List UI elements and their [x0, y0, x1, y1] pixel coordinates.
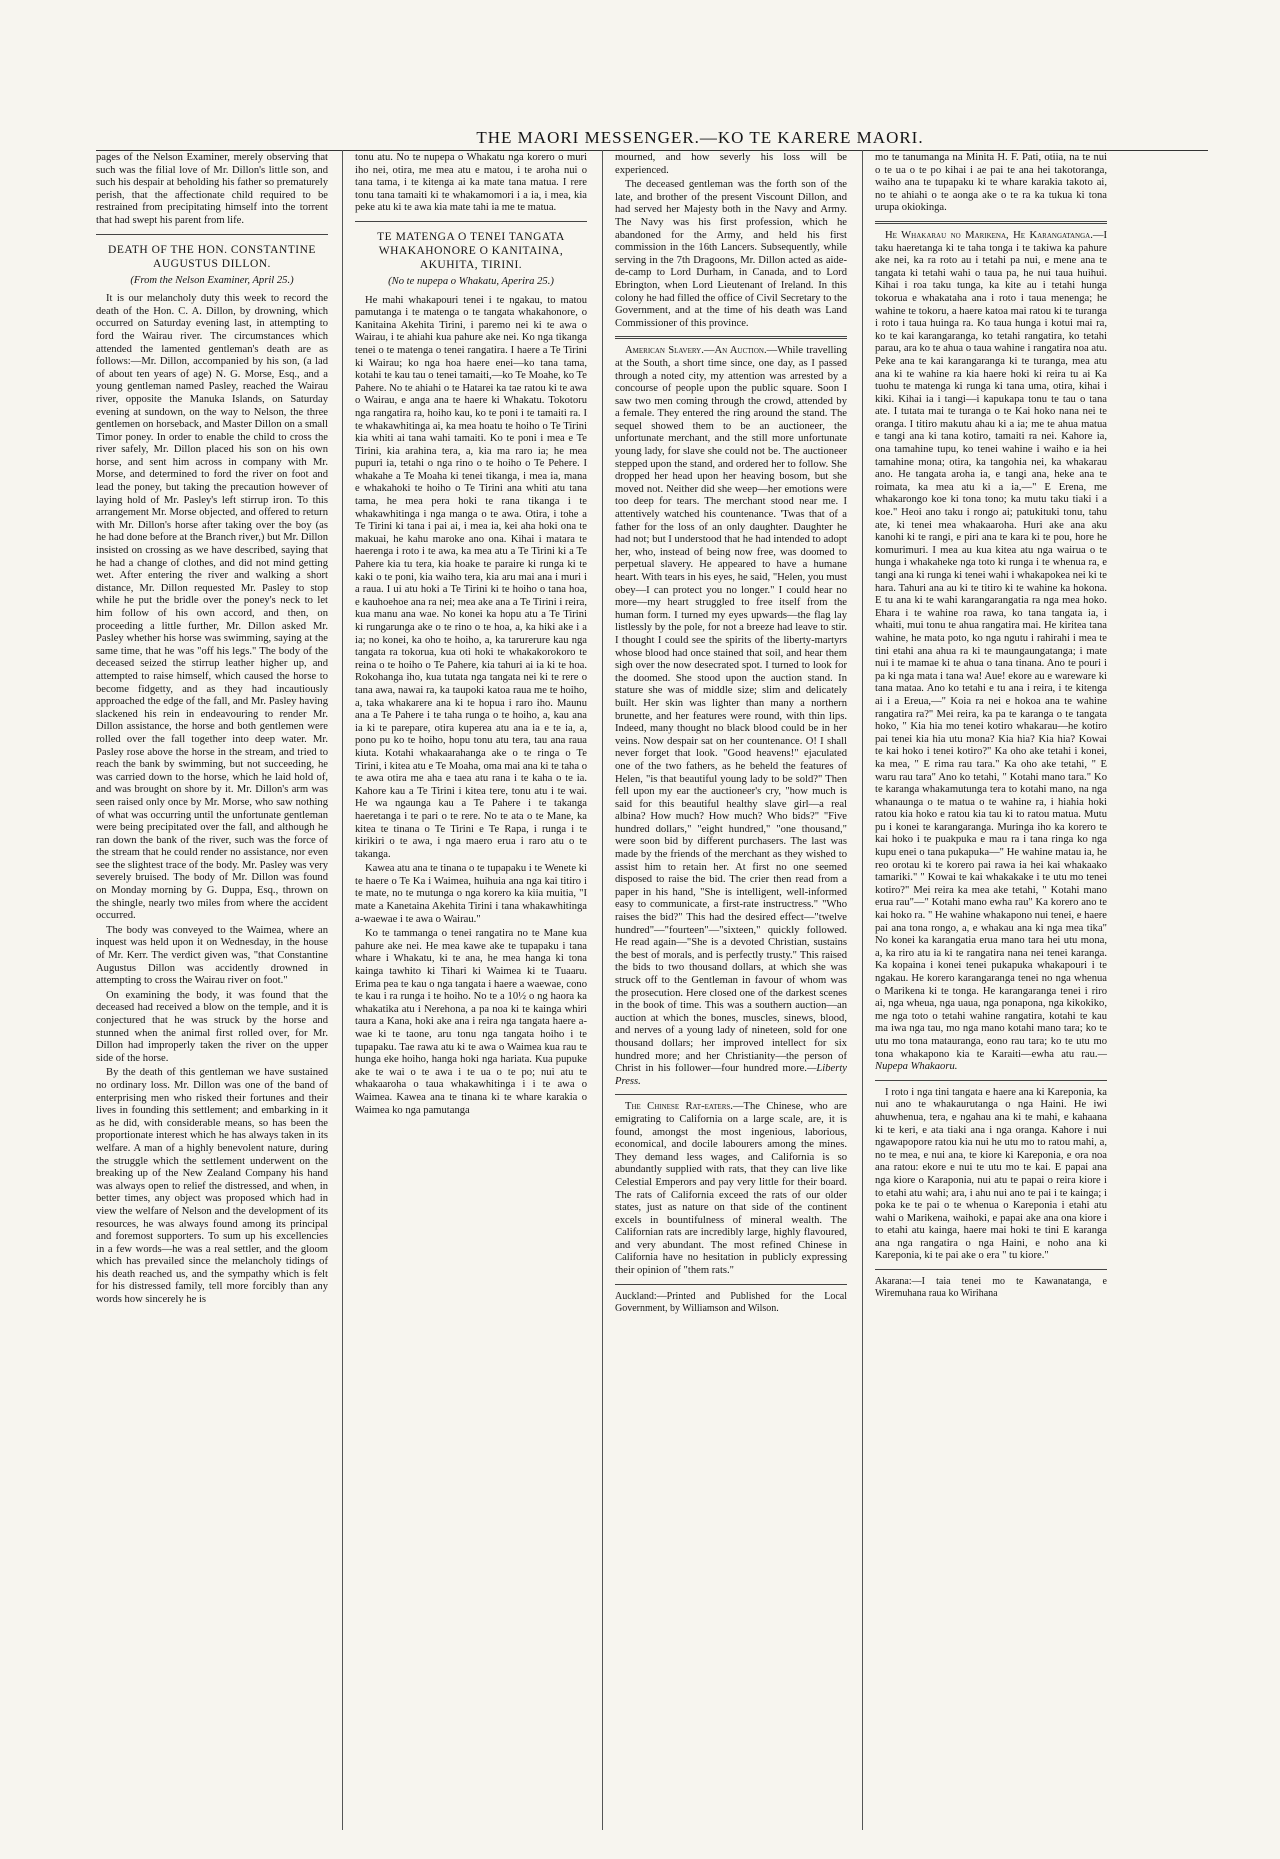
article-source: (From the Nelson Examiner, April 25.): [130, 274, 294, 286]
paragraph: The body was conveyed to the Waimea, where an inquest was held upon it on Wednesday, in the house of Mr. Kerr. The verdict given was, "that Constantine Augustus Dillon was accidently drowned in attempting to cross the Wairau river on foot.": [96, 924, 328, 987]
divider: [875, 1269, 1107, 1270]
divider: [875, 221, 1107, 224]
paragraph: tonu atu. No te nupepa o Whakatu nga korero o muri iho nei, otira, me mea atu e matou, i te aroha nui o tana tama, i te kitenga ai ka mate tana matua. I rere tonu tana tamaiti ki te whakamomori i a ia, i mea, kia peke atu ki te awa kia mate tahi ia me te matua.: [355, 152, 587, 214]
paragraph: mo te tanumanga na Minita H. F. Pati, otiia, na te nui o te ua o te po kihai i ae pai te ana hei takotoranga, waiho ana te tupapaku ki te whare karakia takoto ai, no te ahiahi o te aonga ake o te ra ka tukua ki tona urupa okiokinga.: [875, 152, 1107, 214]
column-rule: [342, 150, 343, 1830]
paragraph: He mahi whakapouri tenei i te ngakau, to matou pamutanga i te matenga o te tangata whakahonore, o Kanitaina Akehita Tirini, i paremo nei ki te awa o Wairau, i te ahiahi kua pahure ake nei. Ko nga tikanga tenei o te matenga o tenei rangatira. I haere a Te Tirini ki Wairau; ko nga hoa haere enei—ko tana tama, kotahi te kau tau o tenei tamaiti,—ko Te Moahe, ko Te Pahere. No te ahiahi o te Hatarei ka tae ratou ki te awa o Wairau, e anga ana te haere ki Whakatu. Tokotoru nga rangatira ra, hoiho kau, ko te poni i te tamaiti ra. I te whakawhitinga ai, ka mea hoatu te hoiho o Te Tirini kia whiti ai tana wahi tamaiti. Ko te poni i mea e Te Tirini, kia arahina tera, a, kia ma raro ia; he mea pupuri ia, tetahi o nga rino o te hoiho o Te Pehere. I whakahe a Te Moaha ki tenei tikanga, i mea ia, mana e whakahoki te hoiho o Te Tirini ana whiti atu tana tama, he mea pera hoki te rana tikanga i te whakawhitinga i nga manga o te awa. Otira, i tohe a Te Tirini ki tana i pai ai, i mea ia, kei aha hoki ona te makuai, he kahu maroke ano ona. Kihai i matara te haerenga i roto i te awa, ka mea atu a Te Tirini ki a Te Pahere kia tu tera, kia hoake te paraire ki runga ki te kaki o te poni, kia waiho tera, kia aru mai ana i muri i a raua. I ui atu hoki a Te Tirini ki te hoiho o tana hoa, e kauhoehoe ana ra nei; mea ake ana a Te Tirini i reira, kua manu ana wae. No konei ka hopu atu a Te Tirini ki rungarunga ake o te rino o te hoa, a, ka hiki ake i a ia; no konei, ka oho te hoiho, a, ka tarurerure kau nga tangata ra tokorua, kua oti hoki te whakakorokoro te reina o te hoiho o Te Pahere, kia tahuri ai ia ki te hoa. Rokohanga iho, kua tutata nga tangata nei ki te rere o tana awa, nawai ra, ka taupoki katoa raua me te hoiho, a, taka whakarere ana ki te hopua i raro iho. Maunu ana a Te Pahere i te taha runga o te hoiho, a, kau ana ia ki te parepare, otira kuperea atu ana ia e te ia, a, pono pu ko te hoiho, hopu tonu atu tera, tau ana raua kiuta. Kotahi whakaarahanga ake o te ringa o Te Tirini, i kitea atu e Te Moaha, oma mai ana ki te taha o te awa otira me aha e taea atu rana i te kaha o te ia. Kahore kau a Te Tirini i kitea tere, tonu atu i te wai. He wa ngaunga kau a Te Pahere i te takanga haeretanga i te pari o te rere. No te ata o te Mane, ka kitea te tinana o Te Tirini e Te Rapa, i runga i te kirikiri o te awa, i nga maero erua i raro atu o te takanga.: [355, 294, 587, 860]
column-1: [96, 152, 328, 1832]
article-source: —Liberty Press.: [615, 1063, 847, 1087]
divider: [355, 221, 587, 222]
divider: [875, 1080, 1107, 1081]
paragraph: Ko te tammanga o tenei rangatira no te Mane kua pahure ake nei. He mea kawe ake te tupapaku i tana whare i Whakatu, ki te ana, he mea hanga ki tona kainga tawhito ki Tihari ki Waimea ki te Tuaaru. Erima pea te kau o nga tangata i haere a waewae, cono te kau i ra runga i te hoiho. No te a 10½ o ng haora ka whakatika atu i Nerehona, a pa noa ki te kainga whiri taura a Kana, hoki ake ana i reira nga tangata haere a-wae ki te taone, aru tonu nga tangata hoiho i te tupapaku. Tae rawa atu ki te awa o Waimea kua rau te hunga eke hoiho, hanga hoki nga hariata. Kua pupuke ake te wai o te awa i te ua o te po; nui atu te whakaaroha o taua whakawhitinga i i te awa o Waimea. Kawea ana te tinana ki te whare karakia o Waimea ko nga pamutanga: [355, 928, 587, 1116]
paragraph: mourned, and how severly his loss will be experienced.: [615, 152, 847, 176]
divider: [615, 336, 847, 339]
paragraph: By the death of this gentleman we have sustained no ordinary loss. Mr. Dillon was one of the band of enterprising men who risked their fortunes and their lives in founding this settlement; and embarking in it as he did, with considerable means, so has been the proportionate interest which he has always taken in its welfare. A man of a highly benevolent nature, during the struggle which the settlement underwent on the breaking up of the New Zealand Company his hand was always open to relief the distressed, and when, in better times, any object was proposed which had in view the welfare of Nelson and the development of its resources, he was always found among its principal and foremost supporters. To sum up his excellencies in a few words—he was a real settler, and the gloom which has prevailed since the melancholy tidings of his death reached us, and the sympathy which is felt for his distressed family, tell more forcibly than any words how sincerely he is: [96, 1067, 328, 1306]
column-rule: [862, 150, 863, 1830]
column-3: [615, 152, 847, 1832]
masthead: THE MAORI MESSENGER.—KO TE KARERE MAORI.: [476, 128, 924, 147]
masthead-rule: [96, 150, 1208, 151]
paragraph: pages of the Nelson Examiner, merely observing that such was the filial love of Mr. Dillon's little son, and such his despair at beholding his father so prematurely perish, that the affectionate child required to be restrained from precipitating himself into the torrent that had swept his parent from life.: [96, 152, 328, 226]
paragraph: I roto i nga tini tangata e haere ana ki Kareponia, ka nui ano te whakaurutanga o nga Haini. He iwi ahuwhenua, tera, e ngahau ana ki te mahi, e kahaana ki te keri, e ata tiaki ana i nga oranga. Kahore i nui ngawapopore ratou kia nui he utu mo to ratou mahi, a, no te mea, e nui ana, te kiore ki Kareponia, e ora noa ana ratou: ekore e nui te utu mo te kai. E papai ana nga kiore o Karaponia, nui atu te papai o reira kiore i to etahi atu wahi; ara, i ahu nui ano te pai i te kainga; i poka ke te pai o te whenua o Kareponia i etahi atu wahi o Marikena, waihoki, e papai ake ana ona kiore i to etahi atu kainga, haere mai hoki te tini E karanga ana nga rangatira o nga Haini, e noho ana ki Kareponia, ki te pai ake o era " tu kiore.": [875, 1086, 1107, 1262]
paragraph: —While travelling at the South, a short time since, one day, as I passed through a noted city, my attention was arrested by a concourse of people upon the public square. Soon I saw two men coming through the crowd, attended by a female. They entered the ring around the stand. The sequel showed them to be an auctioneer, the unfortunate merchant, and the still more unfortunate young lady, for slave she could not be. The auctioneer stepped upon the stand, and ordered her to follow. She dropped her head upon her heaving bosom, but she moved not. Neither did she weep—her emotions were too deep for tears. The merchant stood near me. I attentively watched his countenance. 'Twas that of a father for the loss of an only daughter. Daughter he had not; but I understood that he had intended to adopt her, who, instead of being now free, was doomed to perpetual slavery. He appeared to have a humane heart. With tears in his eyes, he said, "Helen, you must obey—I can protect you no longer." I could hear no more—my heart struggled to free itself from the human form. I turned my eyes upwards—the flag lay listlessly by the pole, for not a breeze had leave to stir. I thought I could see the spirits of the liberty-martyrs whose blood had once stained that soil, and hear them sigh over the now desecrated spot. I turned to look for the doomed. She stood upon the auction stand. In stature she was of middle size; slim and delicately built. Her skin was lighter than many a northern brunette, and her features were round, with thin lips. Indeed, many thought no black blood could be in her veins. Now despair sat on her countenance. O! I shall never forget that look. "Good heavens!" ejaculated one of the two fathers, as he beheld the features of Helen, "is that beautiful young lady to be sold?" Then fell upon my ear the auctioneer's cry, "how much is said for this beautiful healthy slave girl—a real albina? How much? How much? Who bids?" "Five hundred dollars," "eight hundred," "one thousand," were soon bid by different purchasers. The last was made by the friends of the merchant as they wished to assist him to retain her. At first no one seemed disposed to raise the bid. The crier then read from a paper in his hand, "She is intelligent, well-informed easy to communicate, a first-rate instructress." "Who raises the bid?" This had the desired effect—"twelve hundred"—"fourteen"—"sixteen," quickly followed. He read again—"She is a devoted Christian, sustains the best of morals, and is perfectly trusty." This raised the bids to two thousand dollars, at which she was struck off to the Gentleman in favour of whom was the prosecution. Here closed one of the darkest scenes in the book of time. This was a southern auction—an auction at which the bones, muscles, sinews, blood, and nerves of a young lady of nineteen, sold for one thousand dollars; her improved intellect for six hundred more; and her Christianity—the person of Christ in his follower—four hundred more.: [615, 345, 847, 1075]
paragraph: On examining the body, it was found that the deceased had received a blow on the temple, and it is conjectured that he was struck by the horse and stunned when the animal first rolled over, for Mr. Dillon had improperly taken the river on the upper side of the horse.: [96, 989, 328, 1064]
paragraph: Kawea atu ana te tinana o te tupapaku i te Wenete ki te haere o Te Ka i Waimea, huihuia ana nga kai titiro i te mate, no te mutunga o nga korero ka kiia muitia, "I mate a Kanetaina Akehita Tirini i tana whakawhitinga a-waewae i te awa o Wairau.": [355, 863, 587, 925]
article-title-dillon: DEATH OF THE HON. CONSTANTINE AUGUSTUS DILLON.: [108, 243, 316, 270]
divider: [615, 1284, 847, 1285]
divider: [96, 234, 328, 235]
article-source: (No te nupepa o Whakatu, Aperira 25.): [388, 275, 554, 287]
divider: [615, 1094, 847, 1095]
imprint: Auckland:—Printed and Published for the Local Government, by Williamson and Wilson.: [615, 1290, 847, 1314]
article-source: —Nupepa Whakaoru.: [875, 1048, 1107, 1073]
paragraph: It is our melancholy duty this week to record the death of the Hon. C. A. Dillon, by drowning, which occurred on Saturday evening last, in attempting to ford the Wairau river. The circumstances which attended the lamented gentleman's death are as follows:—Mr. Dillon, accompanied by his son, (a lad of about ten years of age) N. G. Morse, Esq., and a young gentleman named Pasley, reached the Wairau river, opposite the Manuka Islands, on Saturday evening at sundown, on the way to Nelson, the three gentlemen on horseback, and Master Dillon on a small Timor poney. In order to enable the child to cross the river safely, Mr. Dillon placed his son on his own horse, and sent him across in company with Mr. Morse, and determined to ford the river on foot and lead the poney, but taking the precaution however of laying hold of Mr. Pasley's left stirrup iron. To this arrangement Mr. Morse objected, and offered to return with Mr. Dillon's horse after taking over the boy (as he had done before at the Branch river,) but Mr. Dillon insisted on crossing as we have described, saying that he had a change of clothes, and did not mind getting wet. After entering the river and walking a short distance, Mr. Dillon requested Mr. Pasley to stop while he put the bridle over the poney's neck to let him follow of his own accord, and then, on proceeding a little further, Mr. Dillon asked Mr. Pasley whether his horse was swimming, saying at the same time, that he was "off his legs." The body of the deceased seized the stirrup leather higher up, and attempted to raise himself, which caused the horse to become fidgetty, and as they had incautiously approached the edge of the fall, and Mr. Pasley having slackened his rein in endeavouring to render Mr. Dillon assistance, the horse and both gentlemen were rolled over the fall together into deep water. Mr. Pasley rose above the horse in the stream, and tried to reach the bank by swimming, but not succeeding, he was carried down to the horse, which he laid hold of, and was brought on shore by it. Mr. Dillon's arm was seen raised only once by Mr. Morse, who saw nothing of what was occurring until the unfortunate gentleman were being precipitated over the fall, and although he ran down the bank of the river, such was the force of the stream that he could render no assistance, nor even see the slightest trace of the body. Mr. Pasley was very severely bruised. The body of Mr. Dillon was found on Monday morning by G. Duppa, Esq., thrown on the shingle, nearly two miles from where the accident occurred.: [96, 293, 328, 922]
article-heading-marikena: He Whakarau no Marikena, He Karangatanga.: [885, 229, 1093, 241]
paragraph: —I taku haeretanga ki te taha tonga i te takiwa ka pahure ake nei, ka ra roto au i tetahi pa nui, e mene ana te tangata ki tetahi wahi o taua pa, he nui taua huihui. Kihai i roa taku tunga, ka kite au i tetahi hunga tokorua e whakataha ana i roto i taua menenga; he wahine te tokoru, a haere katoa mai ratou ki te turanga i roto i taua huinga ra. Ko taua hunga i kotui mai ra, ko te kai karangaranga, ko tetahi rangatira, ko tetahi parau, ara ko te ahua o taua wahine i rangatira noa atu. Peke ana te kai karangaranga ki te turanga, mea atu ana ki te wahine ra kia haere hoki ki reira tu ai Ka tuohu te matenga ki runga ki tana uma, otira, kihai i kiki. Kihai ia i tangi—i kapukapa tonu te tau o tana ate. I tutata mai te turanga o te Kai hoko nana nei te oranga. I titiro makutu ahau ki a ia; me te ahua matua e tangi ana ki tana kotiro, tamaiti ra nei. Kahore ia, ona tamahine tupu, ko tenei wahine i waiho e ia hei tamahine mona; otira, ka tangohia nei, ka whakarau ano. He tangata aroha ia, e tangi ana, heke ana te roimata, ka mea atu ki a ia,—" E Erena, me whakarongo koe ki tona tono; ka mutu taku tiaki i a koe." Heoi ano taku i rongo ai; patukituki tonu, tahu ate, ki tenei mea whakaaroha. Huri ake ana aku kanohi ki te rangi, e piri ana te kara ki te pou, hore he komurimuri. I mea au kua kitea atu nga wairua o te hunga i whakaheke nga toto ki runga i te whenua ra, e tangi ana ki runga ki tenei wahi i whakapokea nei ki te hara. Tahuri ana au ki te titiro ki te wahine ka hokona. E tu ana ki te wahi karangarangatia ra nga mea hoko. Ehara i te wahine roa rawa, ko tana tangata ia, i whaiti, mui tonu te ahua rangatira mai. He kiritea tana wahine, he mata poto, ko nga ngutu i rahirahi i mea te tini etahi ana ahua ra ki te maungaungatanga; i mate nui i te mamae ki te ahua o tana tinana. Ano te pouri i pa ki nga mata i tana wa! Aue! ekore au e wareware ki tana mataa. Ano ko tetahi e tu ana i reira, i te kitenga ai i a Ereua,—" Koia ra nei e hokoa ana te wahine rangatira ra?" Mei reira, ka pa te karanga o te tangata hoko, " Kia hia mo tenei kotiro whakarau—he kotiro pai tenei kia hia utu mona? Kia hia? Kia hia? Kowai te kai hoko i tenei kotiro?" Ka oho ake tetahi i konei, ka mea, " E rima rau tara." Ka oho ake tetahi, " E waru rau tara" Ano ko tetahi, " Kotahi mano tara." Ko te karanga whakamutunga tera to kotahi mano, na nga whanaunga o te matua o te wahine ra, i hiahia hoki ratou kia hoko e ratou kia tau ki to ratou matua. Mutu pu i konei te karangaranga. Muringa iho ka korero te kai hoko i te puakpuka e mau ra i tana ringa ko nga kupu enei o tana pukapuka—" He wahine matau ia, he reo orotau ki te korero pai rawa ia hei kai whakaako tamariki." " Kowai te kai whakakake i te utu mo tenei kotiro?" Mei reira ka mea ake tetahi, " Kotahi mano erua rau"—" Kotahi mano ewha rau" Ka korero ano te kai hoko ra. " He wahine whakapono nui tenei, e haere pai ana tona rongo, a, e whakau ana ki nga mea tika" No konei ka karangatia erua mano tara hei utu mona, a, ka riro atu ia ki te rangatira nana nei tenei karanga. Ka kopaina i konei tenei pukapuka whakapouri i te ngakau. He korero karangaranga tenei no nga whenua o Marikena ki te tonga. He karangaranga tenei i riro ai, nga wheua, nga uaua, nga ponapona, nga kikokiko, me nga toto o tetahi wahine rangatira, kotahi te kau ma iwa nga tau, mo nga mano kotahi mano tara; ko te utu mo tona matauranga, eono rau tara; ko te utu mo tona whakapono kia te Karaiti—ewha atu rau.: [875, 229, 1107, 1060]
article-heading-slavery: American Slavery.—An Auction.: [625, 345, 767, 357]
paragraph: —The Chinese, who are emigrating to California on a large scale, are, it is found, amongst the most ingenious, laborious, economical, and docile labourers among the mines. They demand less wages, and California is so abundantly supplied with rats, that they can live like Celestial Emperors and pay very little for their board. The rats of California exceed the rats of our older states, just as nature on that side of the continent excels in bountifulness of mineral wealth. The Californian rats are incredibly large, highly flavoured, and very abundant. The most refined Chinese in California have no hesitation in publicly expressing their opinion of "them rats.": [615, 1101, 847, 1277]
column-rule: [602, 150, 603, 1830]
article-heading-chinese: The Chinese Rat-eaters.: [625, 1101, 733, 1113]
imprint: Akarana:—I taia tenei mo te Kawanatanga, e Wiremuhana raua ko Wirihana: [875, 1276, 1107, 1300]
column-4: [875, 152, 1107, 1432]
article-title-tirini: TE MATENGA O TENEI TANGATA WHAKAHONORE O KANITAINA, AKUHITA, TIRINI.: [377, 230, 565, 271]
column-2: [355, 152, 587, 1832]
paragraph: The deceased gentleman was the forth son of the late, and brother of the present Viscount Dillon, and had served her Majesty both in the Navy and Army. The Navy was his first profession, which he abandoned for the Army, and held his first commission in the 16th Lancers. Subsequently, while serving in the 7th Dragoons, Mr. Dillon acted as aide-de-camp to Lord Durham, in Canada, and to Lord Ebrington, when Lord Lieutenant of Ireland. In this colony he had filled the office of Civil Secretary to the Government, and at the time of his death was Land Commissioner of this province.: [615, 179, 847, 329]
